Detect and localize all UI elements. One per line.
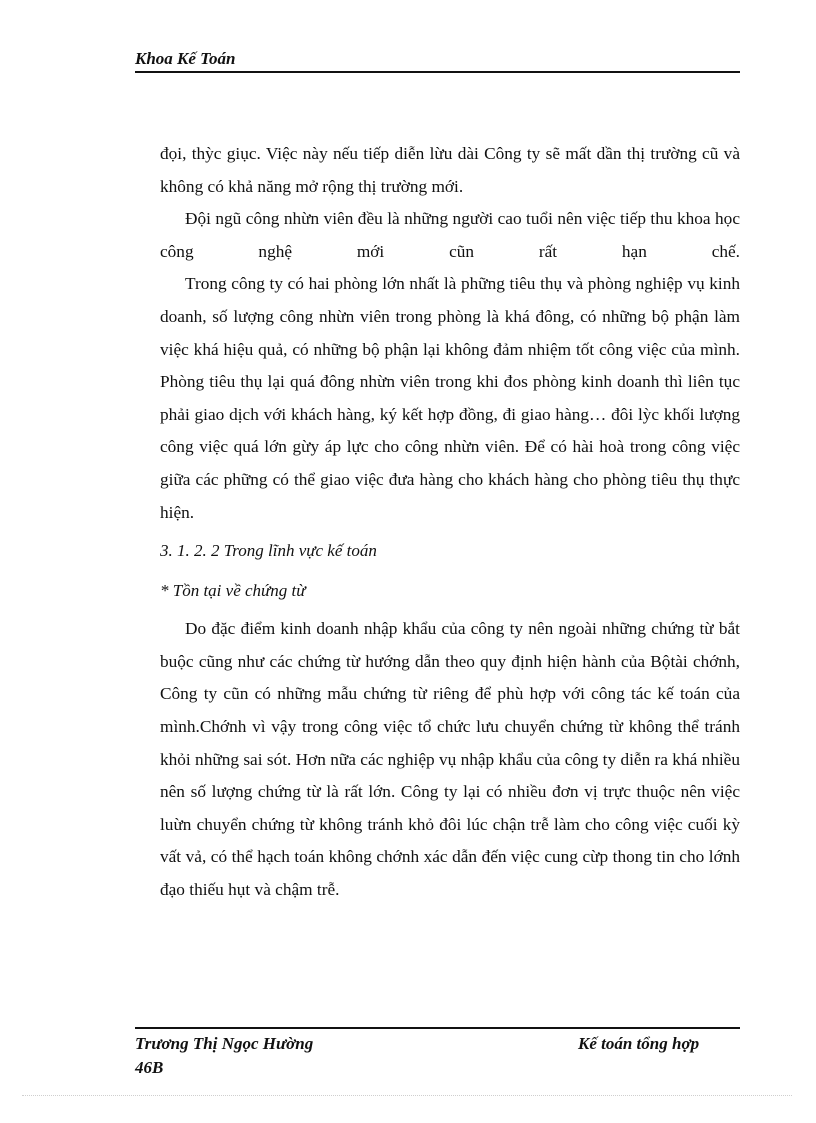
subsection-heading: * Tồn tại về chứng từ <box>160 581 306 601</box>
header-rule <box>135 71 740 73</box>
paragraph-3: Trong công ty có hai phòng lớn nhất là phững tiêu thụ và phòng nghiệp vụ kinh doanh, số lượng công nhừn viên trong phòng là khá đông, có những bộ phận làm việc khá hiệu quả, có những bộ phận lại không đảm nhiệm tốt công việc của mình. Phòng tiêu thụ lại quá đông nhừn viên trong khi đos phòng kinh doanh thì liên tục phải giao dịch với khách hàng, ký kết hợp đồng, đi giao hàng… đôi lỳc khối lượng công việc quá lớn gừy áp lực cho công nhừn viên. Để có hài hoà trong công việc giữa các phững có thể giao việc đưa hàng cho khách hàng cho phòng tiêu thụ thực hiện. <box>160 274 740 522</box>
footer-author-name: Trương Thị Ngọc Hường <box>135 1034 314 1053</box>
page-edge-divider <box>22 1095 792 1096</box>
paragraph-2: Đội ngũ công nhừn viên đều là những người cao tuổi nên việc tiếp thu khoa học công nghệ mới cũn rất hạn chế. <box>160 209 740 261</box>
page-header <box>135 48 740 70</box>
page-body <box>160 138 740 906</box>
section-heading: 3. 1. 2. 2 Trong lĩnh vực kế toán <box>160 541 377 561</box>
footer-rule <box>135 1027 740 1029</box>
paragraph-4: Do đặc điểm kinh doanh nhập khẩu của công ty nên ngoài những chứng từ bắt buộc cũng như các chứng từ hướng dẫn theo quy định hiện hành của Bộtài chớnh, Công ty cũn có những mẫu chứng từ riêng để phù hợp với công tác kế toán của mình.Chớnh vì vậy trong công việc tổ chức lưu chuyển chứng từ không thể tránh khỏi những sai sót. Hơn nữa các nghiệp vụ nhập khẩu của công ty diễn ra khá nhiều nên số lượng chứng từ là rất lớn. Công ty lại có nhiều đơn vị trực thuộc nên việc luừn chuyển chứng từ không tránh khỏ đôi lúc chận trễ làm cho công việc cuối kỳ vất vả, có thể hạch toán không chớnh xác dẫn đến việc cung cừp thong tin cho lớnh đạo thiếu hụt và chậm trễ. <box>160 619 740 899</box>
paragraph-1: đọi, thỳc giục. Việc này nếu tiếp diễn lừu dài Công ty sẽ mất dần thị trường cũ và không có khả năng mở rộng thị trường mới. <box>160 144 740 196</box>
footer-specialty: Kế toán tổng hợp <box>578 1034 700 1053</box>
footer-class: 46B <box>135 1058 164 1077</box>
header-title: Khoa Kế Toán <box>135 49 236 68</box>
